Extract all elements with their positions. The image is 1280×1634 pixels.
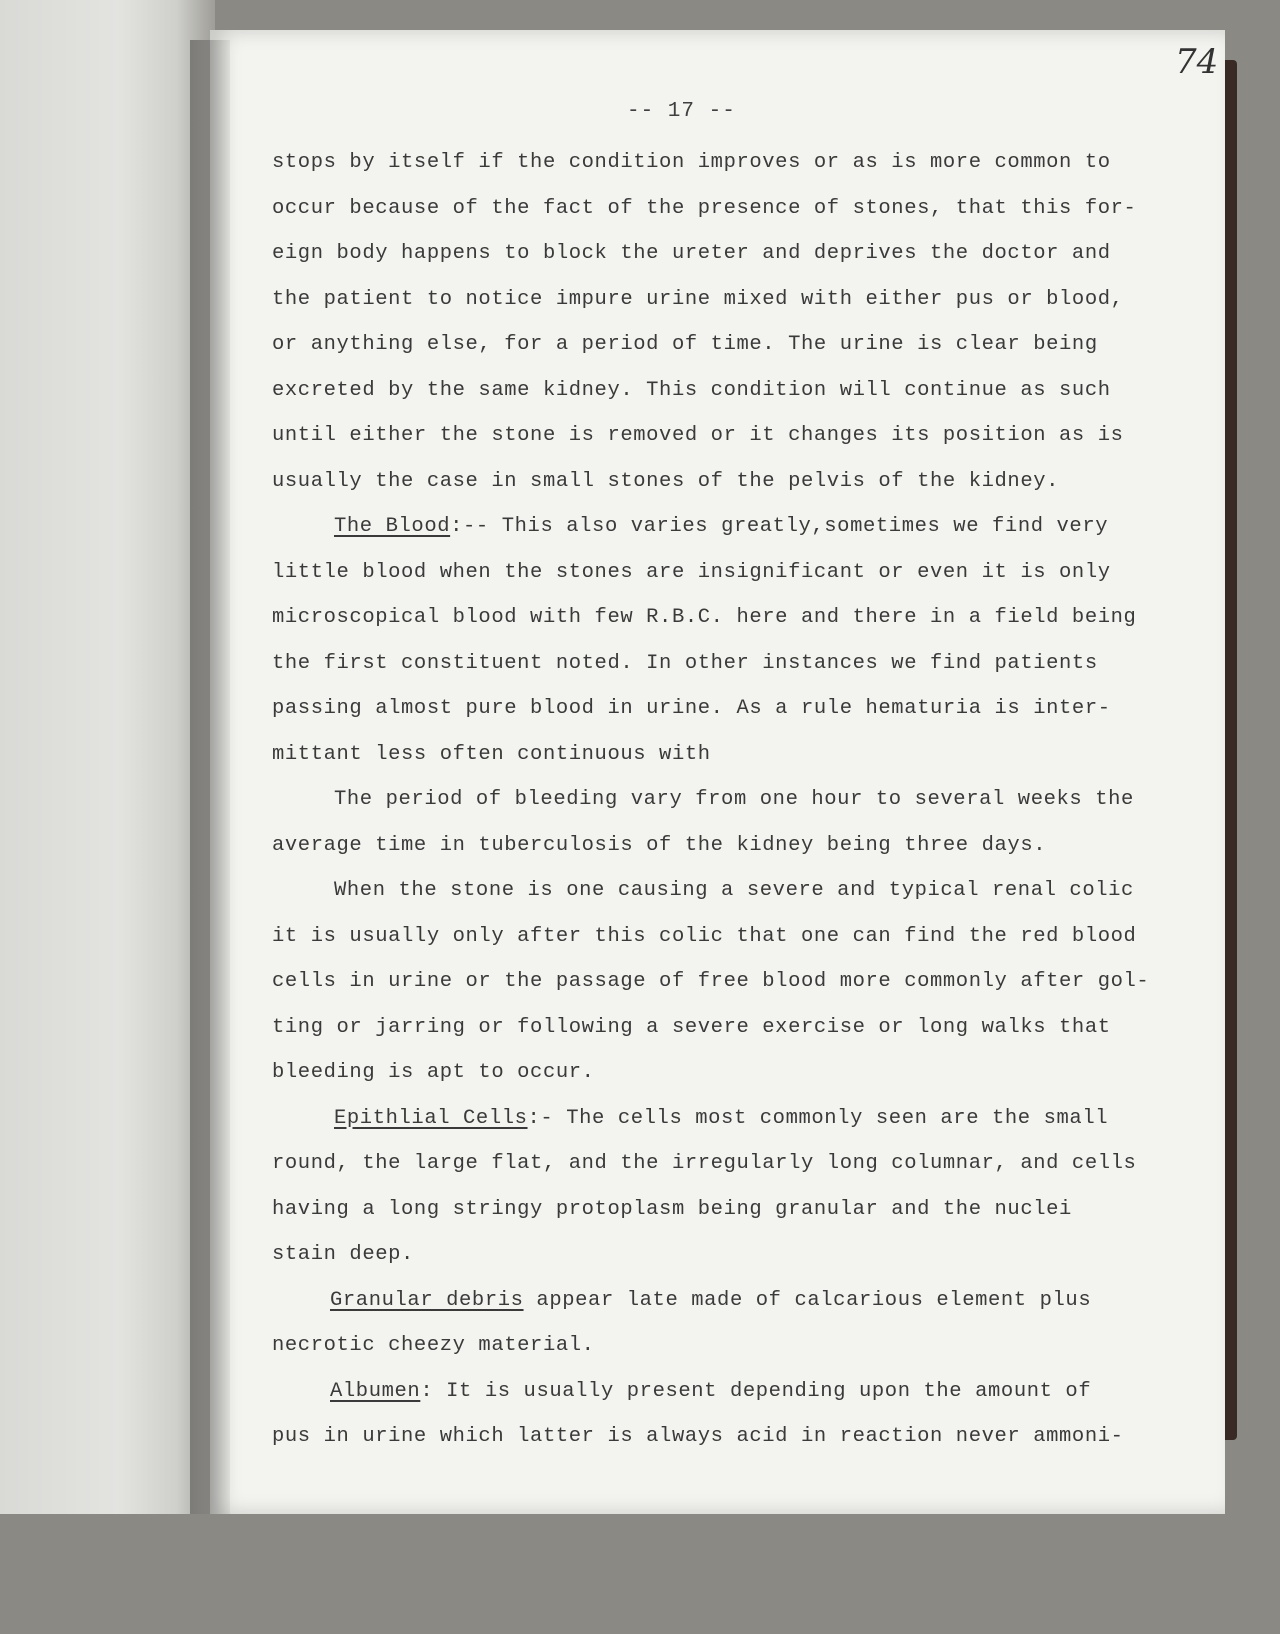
folio-number: 74 xyxy=(1175,42,1219,82)
line-text: When the stone is one causing a severe and typical renal colic xyxy=(334,879,1134,902)
line-text: excreted by the same kidney. This condition will continue as such xyxy=(272,378,1111,402)
line-text: cells in urine or the passage of free blood more commonly after gol- xyxy=(272,970,1150,993)
text-line xyxy=(272,1187,1192,1233)
line-text: occur because of the fact of the presence of stones, that this for- xyxy=(272,196,1137,220)
text-line xyxy=(272,140,1192,186)
text-line xyxy=(272,413,1192,459)
line-text: eign body happens to block the ureter and deprives the doctor and xyxy=(272,242,1111,265)
line-text: appear late made of calcarious element plus xyxy=(523,1288,1092,1312)
text-line xyxy=(272,459,1192,505)
facing-page xyxy=(0,0,215,1514)
text-line xyxy=(272,641,1192,687)
line-text: bleeding is apt to occur. xyxy=(272,1061,595,1084)
line-text: having a long stringy protoplasm being granular and the nuclei xyxy=(272,1197,1072,1221)
line-text: pus in urine which latter is always acid in reaction never ammoni- xyxy=(272,1425,1124,1448)
line-text: it is usually only after this colic that one can find the red blood xyxy=(272,924,1137,948)
line-text: : It is usually present depending upon the amount of xyxy=(420,1379,1092,1403)
section-heading: Granular debris xyxy=(330,1288,524,1312)
text-line xyxy=(272,504,1192,550)
text-line xyxy=(272,823,1192,869)
text-line xyxy=(272,1232,1192,1278)
text-line xyxy=(272,959,1192,1005)
line-text: stain deep. xyxy=(272,1243,414,1266)
line-text: :-- This also varies greatly,sometimes we find very xyxy=(450,515,1109,538)
line-text: or anything else, for a period of time. The urine is clear being xyxy=(272,333,1098,356)
line-text: :- The cells most commonly seen are the small xyxy=(527,1106,1109,1130)
line-text: mittant less often continuous with xyxy=(272,742,711,766)
text-line xyxy=(272,1278,1192,1324)
section-heading: The Blood xyxy=(334,515,451,538)
text-line xyxy=(272,1141,1192,1187)
text-line xyxy=(272,595,1192,641)
text-line xyxy=(272,1369,1192,1415)
text-line xyxy=(272,231,1192,277)
line-text: the first constituent noted. In other instances we find patients xyxy=(272,651,1098,675)
text-line xyxy=(272,1323,1192,1369)
line-text: ting or jarring or following a severe exercise or long walks that xyxy=(272,1015,1111,1039)
text-line xyxy=(272,686,1192,732)
line-text: microscopical blood with few R.B.C. here and there in a field being xyxy=(272,606,1137,629)
line-text: The period of bleeding vary from one hour to several weeks the xyxy=(334,788,1134,811)
text-line xyxy=(272,1005,1192,1051)
text-line xyxy=(272,186,1192,232)
text-line xyxy=(272,368,1192,414)
text-line xyxy=(272,732,1192,778)
line-text: the patient to notice impure urine mixed with either pus or blood, xyxy=(272,287,1124,311)
section-heading: Albumen xyxy=(330,1379,421,1403)
line-text: until either the stone is removed or it changes its position as is xyxy=(272,424,1124,447)
line-text: average time in tuberculosis of the kidney being three days. xyxy=(272,833,1047,857)
section-heading: Epithlial Cells xyxy=(334,1106,528,1130)
text-line xyxy=(272,777,1192,823)
text-line xyxy=(272,1050,1192,1096)
page-gutter-shadow xyxy=(190,40,230,1514)
text-line xyxy=(272,550,1192,596)
page-number: -- 17 -- xyxy=(627,100,736,123)
line-text: little blood when the stones are insignificant or even it is only xyxy=(272,560,1111,584)
line-text: stops by itself if the condition improves or as is more common to xyxy=(272,151,1111,174)
text-line xyxy=(272,277,1192,323)
body-text xyxy=(272,140,1192,1460)
facing-page-bleedthrough xyxy=(0,0,200,1634)
text-line xyxy=(272,868,1192,914)
line-text: passing almost pure blood in urine. As a rule hematuria is inter- xyxy=(272,697,1111,720)
line-text: necrotic cheezy material. xyxy=(272,1334,595,1357)
line-text: round, the large flat, and the irregularly long columnar, and cells xyxy=(272,1152,1137,1175)
text-line xyxy=(272,322,1192,368)
text-line xyxy=(272,1096,1192,1142)
line-text: usually the case in small stones of the pelvis of the kidney. xyxy=(272,469,1060,493)
text-line xyxy=(272,914,1192,960)
text-line xyxy=(272,1414,1192,1460)
